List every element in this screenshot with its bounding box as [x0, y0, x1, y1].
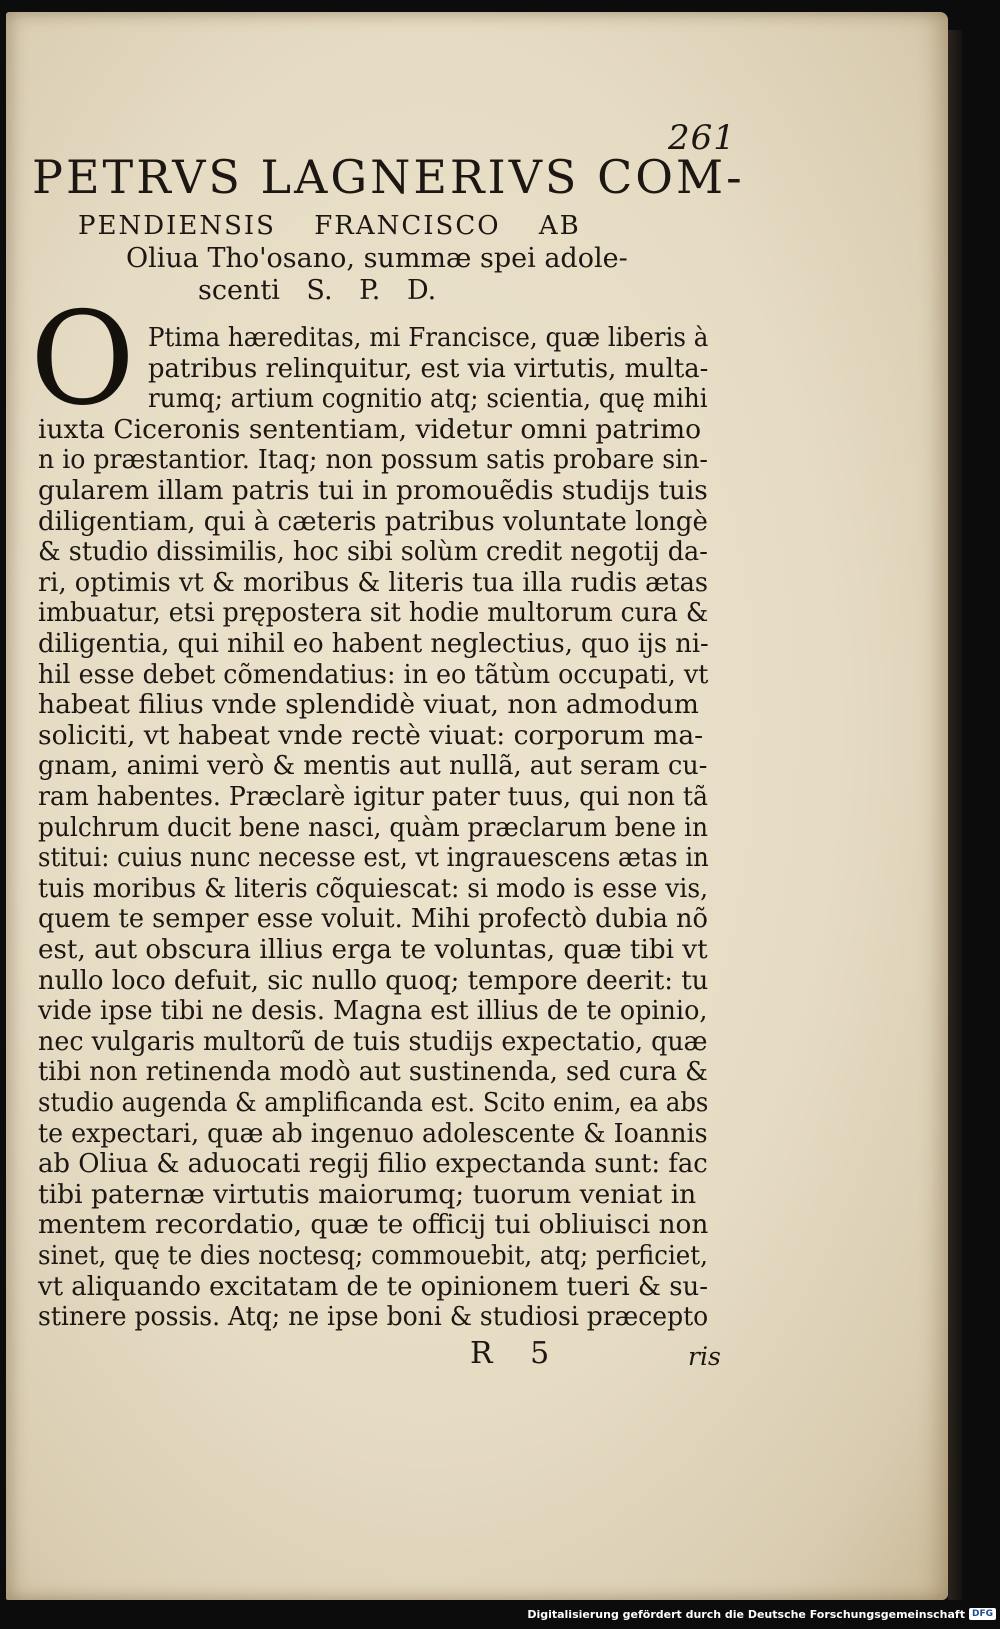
drop-cap-initial: O: [30, 285, 135, 434]
heading-line-3: Oliua Tho'osano, summæ spei adole-: [126, 243, 628, 274]
heading-line-1: PETRVS LAGNERIVS COM-: [32, 150, 745, 204]
digitization-credit-bar: [527, 1605, 996, 1623]
body-line: patribus relinquitur, est via virtutis, multa-: [148, 352, 709, 384]
heading-line-2: PENDIENSIS FRANCISCO AB: [78, 211, 581, 241]
body-line: vide ipse tibi ne desis. Magna est illius de te opinio,: [38, 995, 708, 1027]
body-line: Ptima hæreditas, mi Francisce, quæ liberis à: [148, 322, 709, 353]
body-line: stitui: cuius nunc necesse est, vt ingrauescens ætas in: [38, 842, 709, 874]
body-line: rumq; artium cognitio atq; scientia, quę mihi: [148, 383, 708, 415]
body-line: gnam, animi verò & mentis aut nullã, aut seram cu-: [38, 750, 708, 782]
page-number: 261: [668, 118, 736, 158]
body-line: sinet, quę te dies noctesq; commouebit, atq; perficiet,: [38, 1240, 708, 1271]
body-line: habeat filius vnde splendidè viuat, non admodum: [38, 689, 699, 721]
body-line: quem te semper esse voluit. Mihi profectò dubia nõ: [38, 903, 708, 935]
body-line: n io præstantior. Itaq; non possum satis probare sin-: [38, 444, 708, 476]
body-line: & studio dissimilis, hoc sibi solùm credit negotij da-: [38, 536, 708, 568]
body-line: te expectari, quæ ab ingenuo adolescente & Ioannis: [38, 1117, 708, 1149]
body-line: tibi non retinenda modò aut sustinenda, sed cura &: [38, 1056, 708, 1088]
body-line: soliciti, vt habeat vnde rectè viuat: corporum ma-: [38, 719, 704, 751]
body-line: tuis moribus & literis cõquiescat: si modo is esse vis,: [38, 872, 709, 904]
body-line: imbuatur, etsi pręposterа sit hodie multorum cura &: [38, 597, 709, 629]
body-line: ab Oliua & aduocati regij filio expectanda sunt: fac: [38, 1148, 708, 1180]
body-line: iuxta Ciceronis sententiam, videtur omni patrimo: [38, 413, 702, 445]
body-line: ri, optimis vt & moribus & literis tua illa rudis ætas: [38, 566, 709, 598]
catchword: ris: [688, 1342, 721, 1371]
signature-mark: R 5: [470, 1336, 550, 1371]
dfg-logo: DFG: [969, 1608, 996, 1620]
body-line: stinere possis. Atq; ne ipse boni & studiosi præcepto: [38, 1301, 709, 1333]
page-edge-shadow: [948, 30, 962, 1600]
heading-line-4: scenti S. P. D.: [198, 275, 437, 306]
body-line: gularem illam patris tui in promouẽdis studijs tuis: [38, 475, 708, 506]
digitization-credit-text: Digitalisierung gefördert durch die Deutsche Forschungsgemeinschaft: [527, 1607, 965, 1621]
body-line: diligentia, qui nihil eo habent neglectius, quo ijs ni-: [38, 628, 709, 659]
body-line: diligentiam, qui à cæteris patribus voluntate longè: [38, 505, 708, 537]
body-line: mentem recordatio, quæ te officij tui obliuisci non: [38, 1209, 709, 1241]
body-line: tibi paternæ virtutis maiorumq; tuorum veniat in: [38, 1178, 697, 1210]
body-line: pulchrum ducit bene nasci, quàm præclarum bene in: [38, 811, 708, 843]
body-line: est, aut obscura illius erga te voluntas, quæ tibi vt: [38, 934, 708, 965]
body-line: studio augenda & amplificanda est. Scito enim, ea abs: [38, 1087, 709, 1118]
body-line: ram habentes. Præclarè igitur pater tuus, qui non tã: [38, 781, 708, 812]
body-line: hil esse debet cõmendatius: in eo tãtùm occupati, vt: [38, 658, 709, 690]
body-line: nullo loco defuit, sic nullo quoq; tempore deerit: tu: [38, 964, 709, 996]
body-line: vt aliquando excitatam de te opinionem tueri & su-: [38, 1270, 708, 1302]
body-line: nec vulgaris multorũ de tuis studijs expectatio, quæ: [38, 1025, 708, 1057]
